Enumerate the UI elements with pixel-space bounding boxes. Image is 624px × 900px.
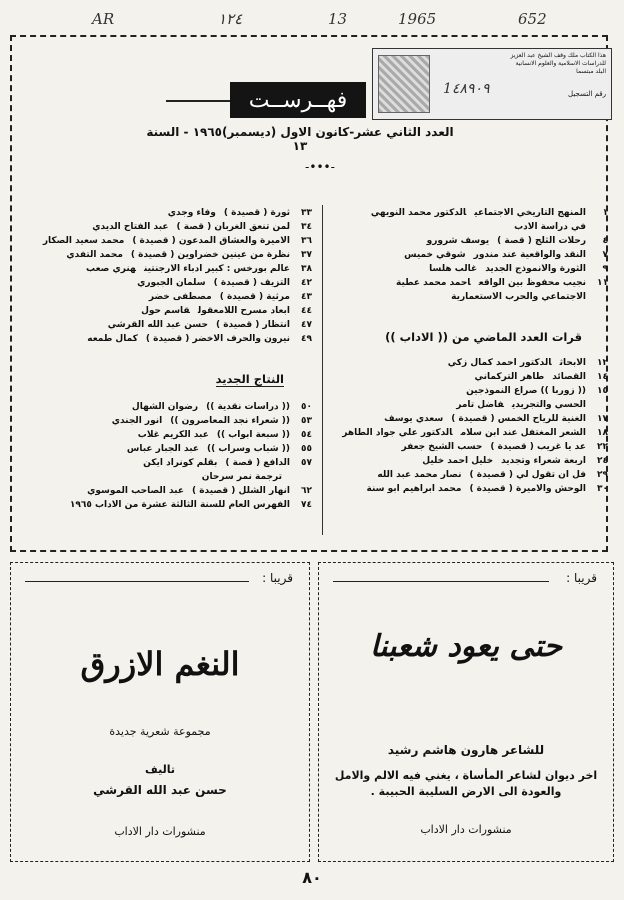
toc-title: نجيب محفوظ بين الواقع (478, 278, 586, 288)
toc-page: ٤٣ (301, 292, 312, 302)
toc-page: ١٨ (597, 428, 608, 438)
toc-row (371, 276, 608, 290)
toc-row (43, 318, 312, 332)
column-divider (322, 205, 323, 535)
toc-page: ٣٣ (301, 208, 312, 218)
toc-page: ١ (602, 208, 608, 218)
toc-row (342, 356, 608, 370)
toc-author (62, 500, 70, 510)
toc-title: الوحش والاميرة ( قصيدة ) (469, 484, 586, 494)
toc-author: ترجمة نمر سرحان (201, 472, 282, 482)
toc-title: عد يا غريب ( قصيدة ) (490, 442, 586, 452)
toc-author: مصطفى خضر (148, 292, 212, 302)
toc-page: ٢٢ (597, 442, 608, 452)
toc-title: (( دراسات نقدية )) (206, 402, 290, 412)
toc-page: ٤٤ (301, 306, 312, 316)
toc-author: خليل احمد خليل (422, 456, 494, 466)
ad-rule (25, 581, 249, 582)
toc-title: المنهج التاريخي الاجتماعي (474, 208, 586, 218)
toc-row (62, 484, 312, 498)
toc-title: الاجتماعي والحرب الاستعمارية (451, 292, 586, 302)
toc-author: قاسم حول (141, 306, 190, 316)
toc-title: فل ان تقول لي ( قصيدة ) (469, 470, 586, 480)
toc-author: انور الجندي (111, 416, 163, 426)
toc-author: عبد الكريم غلاب (137, 430, 209, 440)
stamp-line: هذا الكتاب ملك وقف الشيخ عبد العزيز (510, 52, 606, 59)
toc-row (62, 498, 312, 512)
toc-row (43, 304, 312, 318)
toc-author: كمال طمعه (87, 334, 138, 344)
toc-row (371, 248, 608, 262)
toc-row (342, 454, 608, 468)
toc-page: ٤ (602, 236, 608, 246)
toc-title: الغنية للرياح الخمس ( قصيدة ) (451, 414, 586, 424)
book-title: حتى يعود شعبنا (369, 629, 563, 664)
toc-page: ٩ (602, 264, 608, 274)
toc-row (43, 290, 312, 304)
handwritten-note: ١٢٤ (218, 10, 243, 28)
handwritten-note: AR (92, 10, 115, 28)
toc-author: سعدي يوسف (384, 414, 444, 424)
stamp-line: رقم التسجيل (568, 90, 606, 98)
toc-page: ٧ (602, 250, 608, 260)
toc-title: القصائد (552, 372, 586, 382)
toc-page: ١٧ (597, 414, 608, 424)
toc-row (43, 248, 312, 262)
toc-page: ٢٩ (597, 470, 608, 480)
toc-row (62, 456, 312, 470)
toc-row (371, 262, 608, 276)
toc-author: حسن عبد الله القرشي (107, 320, 208, 330)
toc-author: عبد الفتاح الديدي (92, 222, 169, 232)
toc-author: غالب هلسا (429, 264, 478, 274)
toc-row (62, 442, 312, 456)
toc-row (371, 234, 608, 248)
toc-title: اربعة شعراء وتجديد (501, 456, 586, 466)
toc-title: التزيف ( قصيدة ) (213, 278, 290, 288)
toc-page: ١٢ (597, 358, 608, 368)
toc-row (62, 470, 312, 484)
toc-title: الحسي والتجريدي (511, 400, 586, 410)
toc-row (342, 468, 608, 482)
toc-author: رضوان الشهال (131, 402, 199, 412)
toc-page: ٤٩ (301, 334, 312, 344)
toc-row (43, 262, 312, 276)
toc-author: شوقي خميس (404, 250, 466, 260)
toc-page: ٥٧ (301, 458, 312, 468)
toc-row (342, 384, 608, 398)
section-heading-past: قرات العدد الماضي من (( الاداب )) (385, 330, 582, 344)
book-author: حسن عبد الله القرشي (93, 783, 227, 797)
stamp-reg-number: 1٤٨٩٠٩ (443, 81, 490, 97)
toc-left (43, 206, 312, 346)
section-heading-new: النتاج الجديد (215, 372, 284, 386)
toc-author: محمد التفدي (66, 250, 123, 260)
coming-soon-label: قريبا : (262, 571, 293, 585)
coming-soon-label: قريبا : (566, 571, 597, 585)
toc-author: نصار محمد عبد الله (377, 470, 462, 480)
toc-title: الثورة والانموذج الجديد (485, 264, 586, 274)
toc-page: ٥٣ (301, 416, 312, 426)
toc-title: لمن تنعق الغربان ( قصة ) (176, 222, 290, 232)
toc-author: احمد محمد عطية (395, 278, 471, 288)
book-description: والعودة الى الارض السليبة الحبيبة . (370, 785, 562, 798)
poet-name: للشاعر هارون هاشم رشيد (387, 743, 545, 757)
toc-right (371, 206, 608, 304)
toc-row (43, 220, 312, 234)
toc-row (342, 440, 608, 454)
toc-row (371, 220, 608, 234)
toc-page: ١١ (597, 278, 608, 288)
toc-author (506, 222, 514, 232)
library-stamp (372, 48, 612, 120)
toc-author: الدكتور احمد كمال زكي (447, 358, 552, 368)
toc-row (43, 206, 312, 220)
toc-row (371, 206, 608, 220)
ornament: -•••- (305, 160, 335, 174)
stamp-line: للدراسات الاسلامية والعلوم الانسانية (515, 60, 606, 67)
toc-row (371, 290, 608, 304)
handwritten-note: 1965 (398, 10, 437, 28)
toc-past (342, 356, 608, 496)
ad-panel-left (10, 562, 310, 862)
publisher: منشورات دار الاداب (114, 825, 206, 838)
toc-row (342, 482, 608, 496)
toc-page: ٦٢ (301, 486, 312, 496)
toc-row (342, 412, 608, 426)
toc-row (62, 414, 312, 428)
toc-title: عالم بورخس : كبير ادباء الارجنتين (143, 264, 290, 274)
toc-title: (( سبعة ابواب )) (216, 430, 290, 440)
toc-author: طاهر التركماني (474, 372, 545, 382)
toc-author: الدكتور محمد النويهي (370, 208, 467, 218)
toc-page: ٣٨ (301, 264, 312, 274)
book-description: اخر ديوان لشاعر المأساة ، يغني فيه الالم والامل (334, 769, 598, 782)
toc-page: ١٤ (597, 372, 608, 382)
toc-title: الاميرة والعشاق المدعون ( قصيدة ) (132, 236, 290, 246)
toc-page: ٢٤ (597, 456, 608, 466)
book-title: النغم الازرق (80, 645, 240, 683)
toc-title: (( شعراء نجد المعاصرون )) (170, 416, 290, 426)
toc-title: نظرة من عينين خضراوين ( قصيدة ) (130, 250, 290, 260)
toc-author: وفاء وجدي (167, 208, 216, 218)
toc-title: انهار الشلل ( قصيدة ) (191, 486, 290, 496)
stamp-line: البلد مبتسما (576, 68, 606, 75)
toc-row (342, 370, 608, 384)
toc-author (458, 386, 466, 396)
toc-title: الدافع ( قصة ) (225, 458, 290, 468)
book-subtitle: مجموعة شعرية جديدة (109, 725, 211, 738)
toc-page: ٤٢ (301, 278, 312, 288)
toc-author: عبد الجبار عباس (126, 444, 200, 454)
issue-line: العدد الثاني عشر-كانون الاول (ديسمبر)١٩٦٥ - السنة ١٣ (146, 125, 454, 153)
toc-title: الفهرس العام للسنة الثالثة عشرة من الاداب ١٩٦٥ (69, 500, 290, 510)
toc-page: ٥٠ (301, 402, 312, 412)
toc-page: ٧٤ (301, 500, 312, 510)
toc-page: ٣٧ (301, 250, 312, 260)
toc-title: رحلات الثلج ( قصة ) (497, 236, 586, 246)
page-title: فهــرســت (230, 82, 366, 118)
handwritten-note: 652 (518, 10, 547, 28)
toc-page: ١٥ (597, 386, 608, 396)
toc-page: ٣٦ (301, 236, 312, 246)
toc-title: (( زوربا )) صراع النموذجين (466, 386, 586, 396)
toc-row (43, 234, 312, 248)
toc-title: في دراسة الادب (514, 222, 586, 232)
toc-row (342, 398, 608, 412)
toc-author: بقلم كونراد ايكن (143, 458, 218, 468)
toc-page: ٤٧ (301, 320, 312, 330)
toc-page: ٥٥ (301, 444, 312, 454)
toc-author: هنري صعب (86, 264, 136, 274)
toc-new (62, 400, 312, 512)
toc-row (342, 426, 608, 440)
toc-page: ٣٤ (301, 222, 312, 232)
toc-author: عبد الصاحب الموسوي (87, 486, 184, 496)
toc-row (43, 332, 312, 346)
toc-title: ابعاد مسرح اللامعقول (197, 306, 290, 316)
toc-page: ٥٤ (301, 430, 312, 440)
toc-title: النقد والواقعية عند مندور (473, 250, 586, 260)
page-number: ٨٠ (302, 868, 322, 887)
toc-row (62, 428, 312, 442)
publisher: منشورات دار الاداب (420, 823, 512, 836)
toc-author (443, 292, 451, 302)
toc-author: الدكتور علي جواد الطاهر (342, 428, 453, 438)
toc-title: انتظار ( قصيدة ) (215, 320, 290, 330)
toc-title: مرثية ( قصيدة ) (219, 292, 290, 302)
toc-title: الشعر المغتفل عند ابن سلام (460, 428, 586, 438)
stamp-photo (378, 55, 430, 113)
toc-author: محمد ابراهيم ابو سنة (366, 484, 462, 494)
toc-author: سلمان الجبوري (137, 278, 206, 288)
toc-page: ٣٠ (597, 484, 608, 494)
toc-author: محمد سعيد الصكار (42, 236, 125, 246)
ad-rule (333, 581, 549, 582)
toc-row (43, 276, 312, 290)
toc-author: حسب الشيخ جعفر (401, 442, 483, 452)
toc-author: يوسف شرورو (426, 236, 490, 246)
handwritten-note: 13 (328, 10, 348, 28)
toc-row (62, 400, 312, 414)
toc-title: ثورة ( قصيدة ) (223, 208, 290, 218)
toc-title: (( شباب وسراب )) (207, 444, 290, 454)
by-label: تاليف (145, 763, 175, 776)
toc-title: نيرون والحرف الاخضر ( قصيدة ) (145, 334, 290, 344)
ad-panel-right (318, 562, 614, 862)
toc-author: فاضل تامر (456, 400, 504, 410)
toc-title: الابحاث (559, 358, 586, 368)
title-rule (166, 100, 230, 102)
